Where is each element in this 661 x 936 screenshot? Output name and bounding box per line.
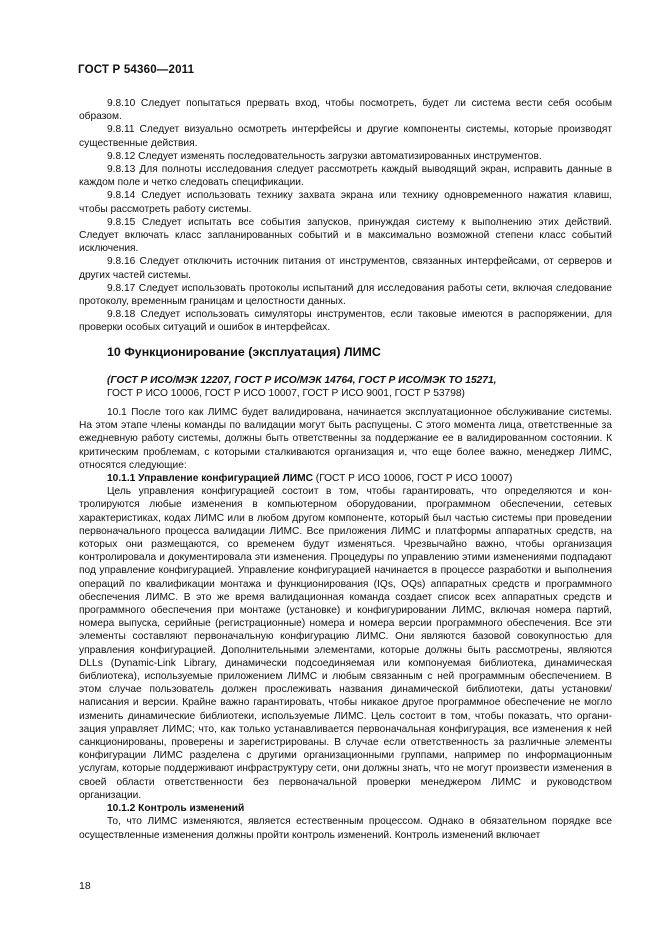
item-9-8-10: 9.8.10 Следует попытаться прервать вход, чтобы посмотреть, будет ли система вести себя особым образом.: [79, 98, 612, 123]
section-10-title: 10 Функционирование (эксплуатация) ЛИМС: [107, 345, 381, 359]
items-9-8: [79, 97, 612, 335]
section-10-body: [79, 406, 612, 842]
heading-10-1-2-title: 10.1.2 Контроль изменений: [107, 803, 245, 815]
item-9-8-11: 9.8.11 Следует визуально осмотреть интерфейсы и другие компоненты системы, которые производят существенные действия.: [79, 124, 612, 149]
item-9-8-12: 9.8.12 Следует изменять последовательность загрузки автоматизированных инструментов.: [107, 150, 542, 162]
item-9-8-17: 9.8.17 Следует использовать протоколы испытаний для исследования работы сети, включая следование протоколу, временным границам и целостности данных.: [79, 282, 612, 308]
paragraph-10-1: 10.1 После того как ЛИМС будет валидирована, начинается эксплуатационное обслуживание системы. На этом этапе члены команды по валидации могут быть распущены. С этого момента лица, ответственные за ежедневную работу системы, должны быть ответственны за поддержание ее в валидированном состоянии. К критическим проблемам, с которыми сталкиваются организация и, что еще более важно, менеджер ЛИМС, относятся следующие:: [79, 407, 612, 471]
paragraph-10-1-1: Цель управления конфигурацией состоит в том, чтобы гарантировать, что определяются и контролируются любые изменения в компьютерном оборудовании, программном обеспечении, сетевых характеристиках, кодах ЛИМС или в любом другом компоненте, который был частью системы при проведении первоначального процесса валидации ЛИМС. Все приложения ЛИМС и платформы аппаратных средств, на которых они размещаются, со временем будут изменяться. Чрезвычайно важно, чтобы организация контролировала и документировала эти изменения. Процедуры по управлению этими изменениями подпадают под управление конфигурацией. Управление конфигурацией начинается в процессе разработки и выполнения операций по квалификации монтажа и функционирования (IQs, OQs) аппаратных средств и программного обеспечения ЛИМС. В это же время валидационная команда создает список всех аппаратных средств и программного обеспечения при монтаже (установке) и конфигурировании ЛИМС, включая номера партий, номера выпуска, серийные (регистрационные) номера и номера версии программного обеспечения. Все эти элементы составляют первоначальную конфигурацию ЛИМС. Они являются базовой совокупностью для управления конфигурацией. Дополнительными элементами, которые должны быть рассмотрены, являются DLLs (Dynamic-Link Library, динамически подсоединяемая или компонуемая библиотека, динамическая библиотека), используемые приложением ЛИМС и любым связанным с ней программным обеспечением. В этом случае пользователь должен прослеживать названия динамической библиотеки, даты установки/написания и версии. Крайне важно гарантировать, чтобы никакое другое программное обеспечение не могло изменить динамические библиотеки, используемые ЛИМС. Цель состоит в том, чтобы показать, что организация управляет ЛИМС; что, как только устанавливается первоначальная конфигурация, все изменения к ней санкционированы, проверены и зарегистрированы. В случае если ответственность за различные элементы конфигурации ЛИМС разделена с другими организационными группами, например по информационным услугам, которые поддерживают инфраструктуру сети, они должны знать, что не могут произвести изменения в своей области ответственности без первоначальной проверки менеджером ЛИМС и руководством организации.: [79, 486, 612, 801]
item-9-8-13: 9.8.13 Для полноты исследования следует рассмотреть каждый выводящий экран, исправить данные в каждом поле и четко следовать спецификации.: [79, 164, 612, 189]
heading-10-1-1-title: 10.1.1 Управление конфигурацией ЛИМС: [107, 473, 313, 485]
references-line-2: ГОСТ Р ИСО 10006, ГОСТ Р ИСО 10007, ГОСТ Р ИСО 9001, ГОСТ Р 53798): [107, 388, 465, 400]
paragraph-10-1-2: То, что ЛИМС изменяются, является естественным процессом. Однако в обязательном порядке все осуществленные изменения должны пройти контроль изменений. Контроль изменений включает: [79, 816, 612, 841]
heading-10-1-1: [79, 472, 612, 485]
standard-header: ГОСТ Р 54360—2011: [78, 64, 195, 76]
heading-10-1-1-refs: (ГОСТ Р ИСО 10006, ГОСТ Р ИСО 10007): [312, 473, 513, 485]
page-number: 18: [79, 880, 91, 892]
heading-10-1-2: [79, 802, 612, 815]
references-line-1: (ГОСТ Р ИСО/МЭК 12207, ГОСТ Р ИСО/МЭК 14764, ГОСТ Р ИСО/МЭК ТО 15271,: [107, 375, 497, 386]
item-9-8-18: 9.8.18 Следует использовать симуляторы инструментов, если таковые имеются в распоряжении, для проверки особых ситуаций и ошибок в интерфейсах.: [79, 309, 612, 334]
item-9-8-14: 9.8.14 Следует использовать технику захвата экрана или технику одновременного нажатия клавиш, чтобы рассмотреть работу системы.: [79, 190, 612, 215]
section-10-references: [107, 374, 607, 400]
item-9-8-15: 9.8.15 Следует испытать все события запусков, принуждая систему к выполнению этих действий. Следует включать класс запланированных событий и в максимально возможной степени класс событий исключения.: [79, 216, 612, 255]
item-9-8-16: 9.8.16 Следует отключить источник питания от инструментов, связанных интерфейсами, от серверов и других частей системы.: [79, 256, 612, 281]
